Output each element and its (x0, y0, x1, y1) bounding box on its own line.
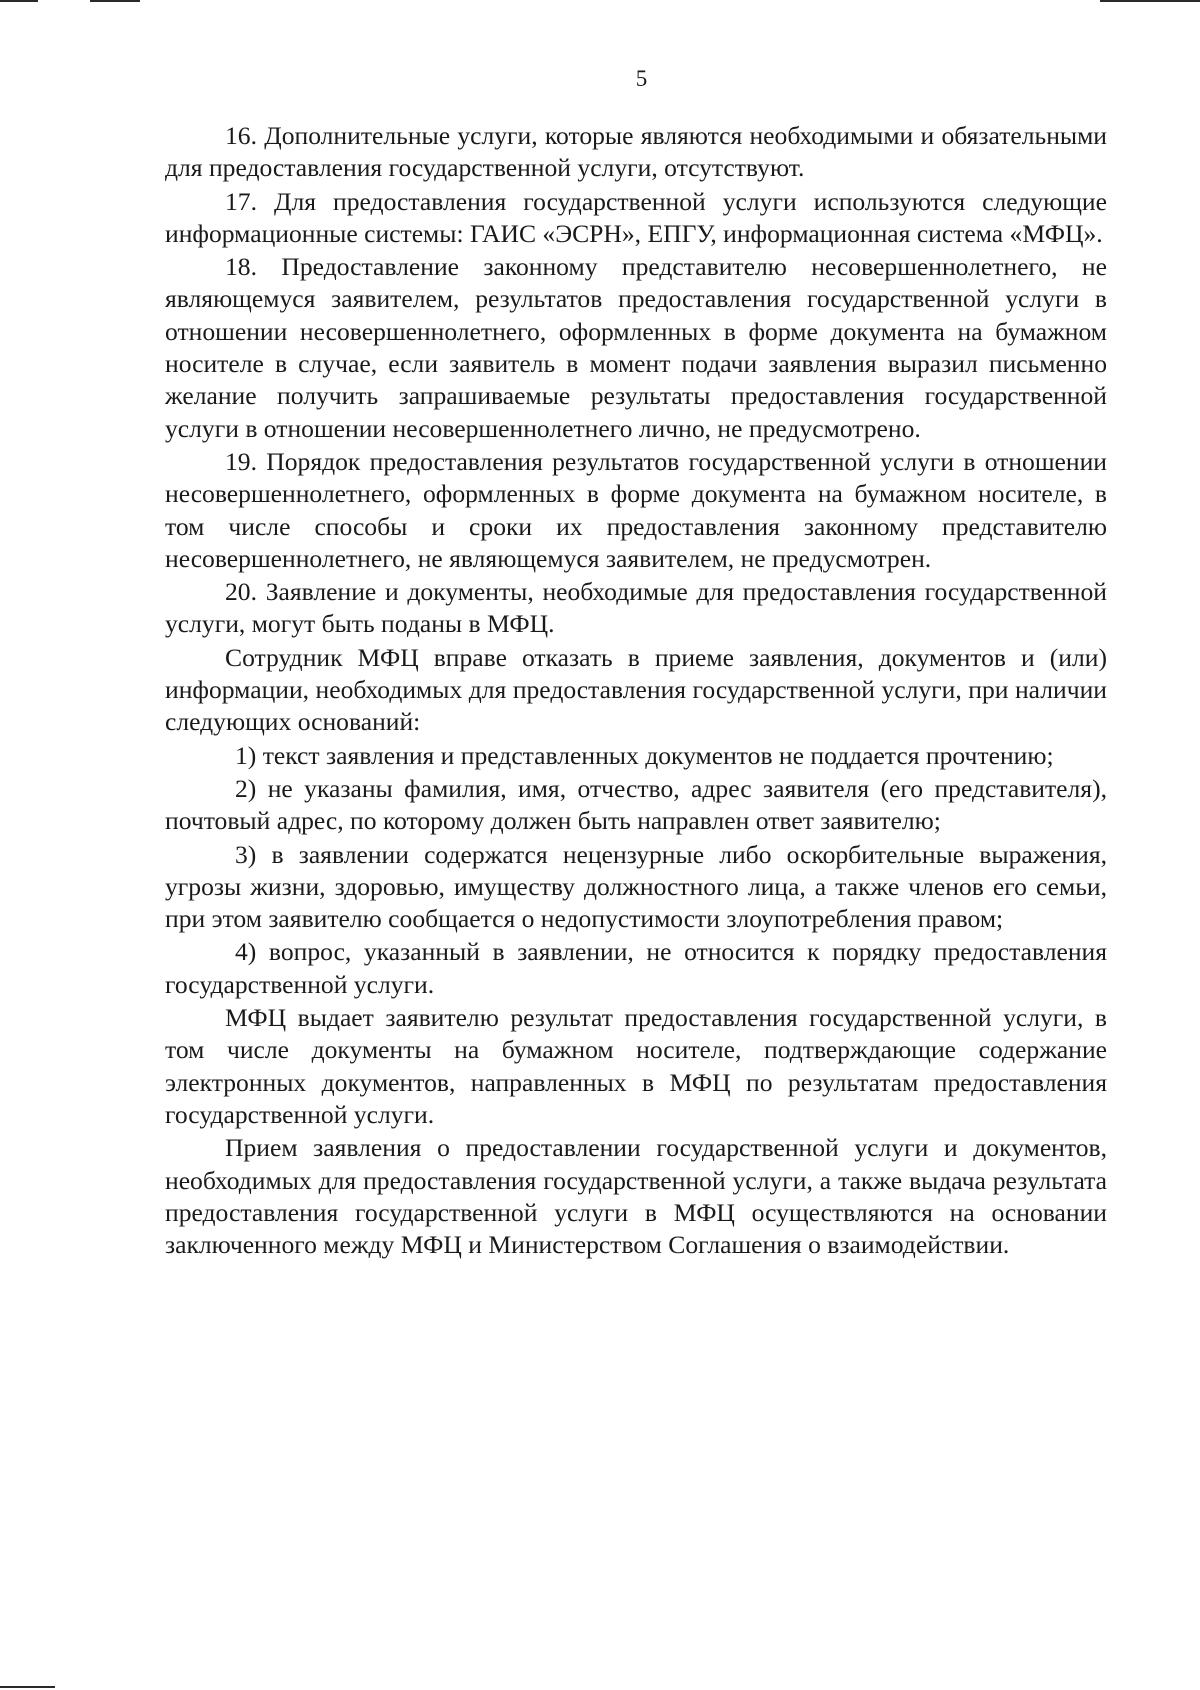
paragraph-mfc-result: МФЦ выдает заявителю результат предоставления государственной услуги, в том числе документы на бумажном носителе, подтверждающие содержание электронных документов, направленных в МФЦ по результатам предоставления государственной услуги. (165, 1003, 1107, 1129)
list-item-1: 1) текст заявления и представленных документов не поддается прочтению; (235, 740, 1054, 770)
paragraph-18: 18. Предоставление законному представителю несовершеннолетнего, не являющемуся заявителем, результатов предоставления государственной услуги в отношении несовершеннолетнего, оформленных в форме документа на бумажном носителе в случае, если заявитель в момент подачи заявления выразил письменно желание получить запрашиваемые результаты предоставления государственной услуги в отношении несовершеннолетнего лично, не предусмотрено. (165, 252, 1107, 443)
scan-edge-mark-top-right (1100, 0, 1200, 2)
list-item-4: 4) вопрос, указанный в заявлении, не относится к порядку предоставления государственной услуги. (165, 937, 1107, 999)
list-item-2: 2) не указаны фамилия, имя, отчество, адрес заявителя (его представителя), почтовый адрес, по которому должен быть направлен ответ заявителю; (165, 773, 1107, 836)
paragraph-17: 17. Для предоставления государственной услуги используются следующие информационные системы: ГАИС «ЭСРН», ЕПГУ, информационная система «МФЦ». (165, 186, 1107, 248)
paragraph-refusal-grounds: Сотрудник МФЦ вправе отказать в приеме заявления, документов и (или) информации, необходимых для предоставления государственной услуги, при наличии следующих оснований: (165, 642, 1107, 737)
scan-edge-mark-top-center (90, 0, 140, 2)
document-body (165, 120, 1107, 1262)
paragraph-16: 16. Дополнительные услуги, которые являются необходимыми и обязательными для предоставления государственной услуги, отсутствуют. (165, 121, 1107, 183)
paragraph-19: 19. Порядок предоставления результатов государственной услуги в отношении несовершеннолетнего, оформленных в форме документа на бумажном носителе, в том числе способы и сроки их предоставления законному представителю несовершеннолетнего, не являющемуся заявителем, не предусмотрен. (165, 446, 1107, 573)
scan-edge-mark-bottom-left (0, 1686, 55, 1688)
paragraph-mfc-agreement: Прием заявления о предоставлении государственной услуги и документов, необходимых для предоставления государственной услуги, а также выдача результата предоставления государственной услуги в МФЦ осуществляются на основании заключенного между МФЦ и Министерством Соглашения о взаимодействии. (165, 1133, 1107, 1260)
scan-edge-mark-top-left (0, 0, 38, 2)
paragraph-20: 20. Заявление и документы, необходимые для предоставления государственной услуги, могут быть поданы в МФЦ. (165, 577, 1107, 639)
list-item-3: 3) в заявлении содержатся нецензурные либо оскорбительные выражения, угрозы жизни, здоровью, имуществу должностного лица, а также членов его семьи, при этом заявителю сообщается о недопустимости злоупотребления правом; (165, 839, 1107, 934)
page-number: 5 (635, 66, 648, 91)
